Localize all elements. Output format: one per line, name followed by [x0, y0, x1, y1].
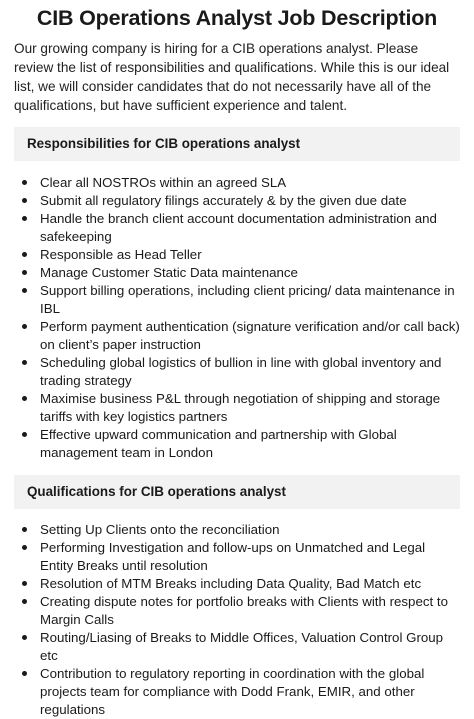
qualification-item: Creating dispute notes for portfolio breaks with Clients with respect to Margin Calls: [34, 593, 460, 629]
responsibility-item: Submit all regulatory filings accurately & by the given due date: [34, 192, 460, 210]
qualification-item: Setting Up Clients onto the reconciliation: [34, 521, 460, 539]
responsibility-item: Responsible as Head Teller: [34, 246, 460, 264]
responsibilities-list: [14, 174, 460, 462]
intro-paragraph: Our growing company is hiring for a CIB operations analyst. Please review the list of responsibilities and qualifications. While this is our ideal list, we will consider candidates that do not necessarily have all of the qualifications, but have sufficient experience and talent.: [14, 41, 450, 113]
responsibility-item: Manage Customer Static Data maintenance: [34, 264, 460, 282]
qualifications-list: [14, 521, 460, 719]
responsibilities-heading: Responsibilities for CIB operations analyst: [14, 127, 460, 161]
qualification-item: Routing/Liasing of Breaks to Middle Offices, Valuation Control Group etc: [34, 629, 460, 665]
responsibility-item: Perform payment authentication (signature verification and/or call back) on client’s paper instruction: [34, 318, 460, 354]
responsibility-item: Scheduling global logistics of bullion in line with global inventory and trading strategy: [34, 354, 460, 390]
responsibility-item: Maximise business P&L through negotiation of shipping and storage tariffs with key logistics partners: [34, 390, 460, 426]
page-title: CIB Operations Analyst Job Description: [36, 6, 438, 30]
qualification-item: Performing Investigation and follow-ups on Unmatched and Legal Entity Breaks until resolution: [34, 539, 460, 575]
responsibility-item: Handle the branch client account documentation administration and safekeeping: [34, 210, 460, 246]
responsibility-item: Effective upward communication and partnership with Global management team in London: [34, 426, 460, 462]
qualification-item: Contribution to regulatory reporting in coordination with the global projects team for compliance with Dodd Frank, EMIR, and other regulations: [34, 665, 460, 719]
responsibility-item: Clear all NOSTROs within an agreed SLA: [34, 174, 460, 192]
responsibility-item: Support billing operations, including client pricing/ data maintenance in IBL: [34, 282, 460, 318]
qualification-item: Resolution of MTM Breaks including Data Quality, Bad Match etc: [34, 575, 460, 593]
qualifications-heading: Qualifications for CIB operations analyst: [14, 475, 460, 509]
